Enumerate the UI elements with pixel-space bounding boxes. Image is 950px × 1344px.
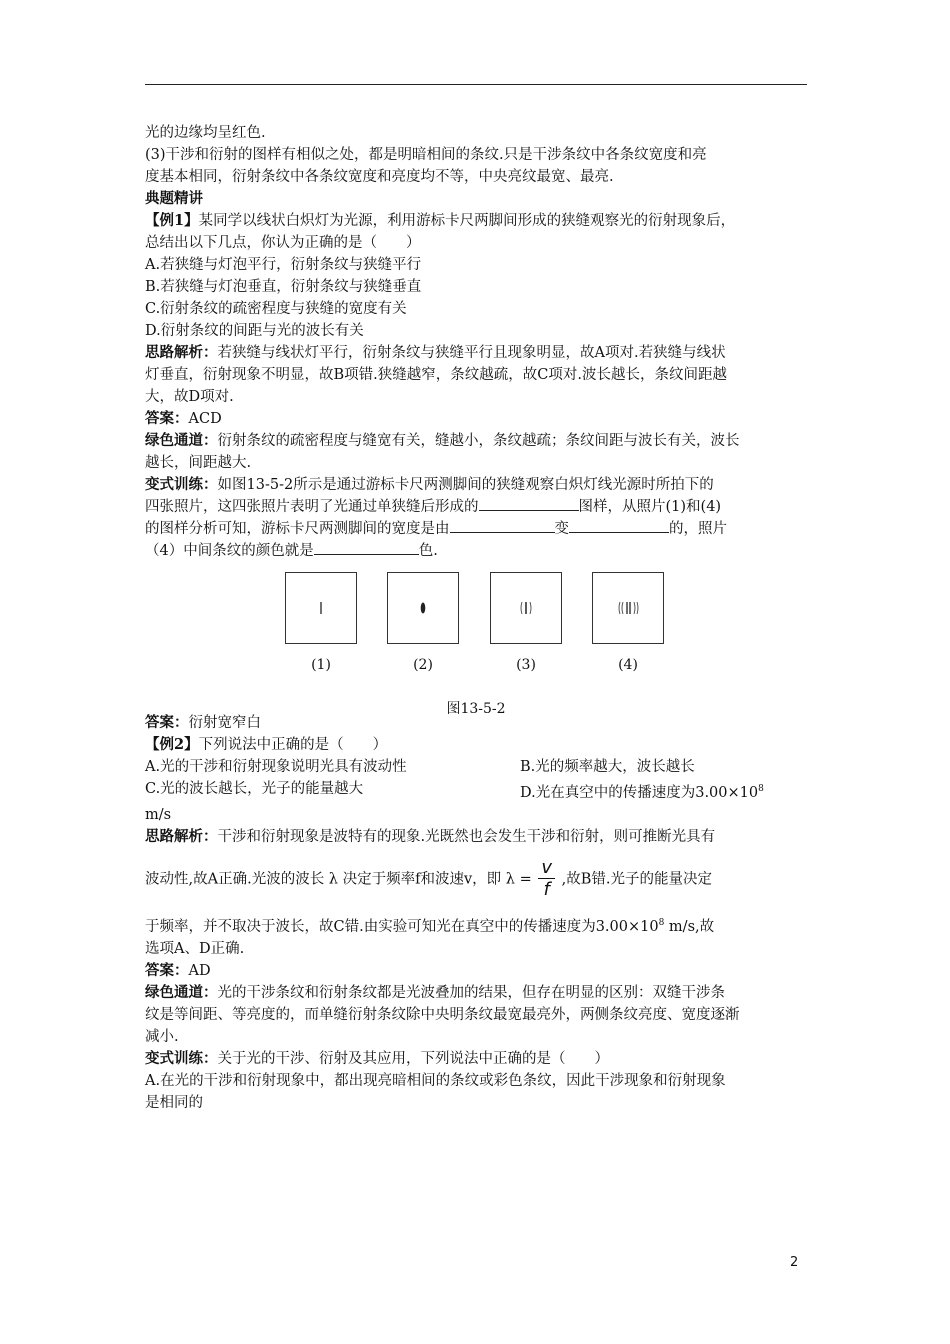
example-label: 【例2】 (145, 736, 199, 753)
text-line (145, 540, 807, 562)
fraction-denominator: f (543, 878, 550, 900)
variant-2 (145, 1048, 807, 1070)
option-b: B.若狭缝与灯泡垂直，衍射条纹与狭缝垂直 (145, 279, 422, 295)
fraction-numerator: v (538, 858, 555, 879)
variant-1 (145, 474, 807, 496)
green-channel-2 (145, 982, 807, 1004)
text-line: 纹是等间距、等亮度的，而单缝衍射条纹除中央明条纹最宽最亮外，两侧条纹亮度、宽度逐渐 (145, 1006, 740, 1023)
text-line: 越长，间距越大. (145, 455, 252, 471)
text-span: 某同学以线状白炽灯为光源，利用游标卡尺两脚间形成的狭缝观察光的衍射现象后， (198, 213, 736, 229)
option-c: C.衍射条纹的疏密程度与狭缝的宽度有关 (145, 301, 407, 317)
option-d (520, 778, 764, 804)
analysis-1 (145, 342, 807, 364)
slit-pattern-4 (593, 573, 663, 643)
exponent: 8 (758, 784, 764, 794)
analysis-label: 思路解析： (145, 827, 218, 845)
fill-blank[interactable] (450, 518, 555, 533)
fill-blank[interactable] (479, 496, 579, 511)
figure-caption: 图13-5-2 (446, 701, 506, 717)
text-line: 光的边缘均呈红色. (145, 125, 266, 141)
fraction-v-over-f (538, 858, 555, 901)
text-line: (3)干涉和衍射的图样有相似之处，都是明暗相间的条纹.只是干涉条纹中各条纹宽度和亮 (145, 147, 707, 163)
options-row-1 (145, 756, 807, 778)
header-rule (145, 84, 807, 85)
option-d: D.衍射条纹的间距与光的波长有关 (145, 323, 364, 339)
photo-box-1 (285, 572, 357, 644)
text-span: 衍射条纹的疏密程度与缝宽有关，缝越小，条纹越疏；条纹间距与波长有关，波长 (217, 433, 740, 449)
answer-value: AD (188, 962, 211, 979)
text-line (145, 496, 807, 518)
photo-label-2: (2) (413, 657, 433, 673)
text-line: 大，故D项对. (145, 389, 234, 405)
variant-label: 变式训练： (145, 476, 218, 493)
green-label: 绿色通道： (145, 432, 218, 449)
text-line: m/s (145, 806, 172, 823)
text-span: （4）中间条纹的颜色就是 (145, 543, 314, 559)
page-number: 2 (790, 1255, 799, 1270)
photo-label-1: (1) (311, 657, 331, 673)
text-span: D.光在真空中的传播速度为3.00×10 (520, 784, 759, 801)
options-row-2 (145, 778, 807, 804)
text-span: 如图13-5-2所示是通过游标卡尺两测脚间的狭缝观察白炽灯线光源时所拍下的 (217, 477, 714, 493)
text-span: m/s,故 (664, 918, 715, 935)
section-title: 典题精讲 (145, 190, 203, 207)
green-channel-1 (145, 430, 807, 452)
answer-value: 衍射宽窄白 (188, 715, 261, 731)
option-a: A.若狭缝与灯泡平行，衍射条纹与狭缝平行 (145, 257, 422, 273)
text-span: 波动性,故A正确.光波的波长 λ 决定于频率f和波速v，即 (145, 871, 502, 888)
analysis-label: 思路解析： (145, 344, 218, 361)
text-line (145, 518, 807, 540)
text-span: 图样，从照片(1)和(4) (578, 499, 722, 515)
variant-label: 变式训练： (145, 1049, 218, 1067)
option-b: B.光的频率越大，波长越长 (520, 759, 695, 775)
text-line: 灯垂直，衍射现象不明显，故B项错.狭缝越窄，条纹越疏，故C项对.波长越长，条纹间距越 (145, 367, 727, 383)
text-span: 下列说法中正确的是（ ） (198, 737, 388, 753)
text-line: A.在光的干涉和衍射现象中，都出现亮暗相间的条纹或彩色条纹，因此干涉现象和衍射现象 (145, 1072, 726, 1089)
text-span: 四张照片，这四张照片表明了光通过单狭缝后形成的 (145, 499, 479, 515)
option-c: C.光的波长越长，光子的能量越大 (145, 781, 364, 797)
answer-label: 答案： (145, 714, 189, 731)
slit-pattern-1 (286, 573, 356, 643)
example-label: 【例1】 (145, 212, 199, 229)
answer-2 (145, 960, 807, 982)
photo-label-3: (3) (516, 657, 536, 673)
page-content (145, 122, 807, 1114)
text-span: 若狭缝与线状灯平行，衍射条纹与狭缝平行且现象明显，故A项对.若狭缝与线状 (217, 345, 726, 361)
text-line: 选项A、D正确. (145, 940, 245, 957)
text-span: ,故B错.光子的能量决定 (561, 871, 712, 888)
slit-pattern-2 (388, 573, 458, 643)
answer-value: ACD (188, 411, 222, 427)
answer-label: 答案： (145, 961, 189, 979)
photo-label-4: (4) (618, 657, 638, 673)
photo-box-2 (387, 572, 459, 644)
fill-blank[interactable] (314, 540, 419, 555)
photo-box-3 (490, 572, 562, 644)
fill-blank[interactable] (569, 518, 669, 533)
text-span: 光的干涉条纹和衍射条纹都是光波叠加的结果，但存在明显的区别：双缝干涉条 (217, 984, 725, 1001)
option-a: A.光的干涉和衍射现象说明光具有波动性 (145, 759, 407, 775)
text-span: 色. (418, 543, 438, 559)
text-line: 减小. (145, 1028, 179, 1045)
example-2-question (145, 734, 807, 756)
text-span: 关于光的干涉、衍射及其应用，下列说法中正确的是（ ） (217, 1050, 609, 1067)
text-span: 的，照片 (669, 521, 727, 537)
figure-13-5-2 (145, 572, 807, 717)
text-span: 于频率，并不取决于波长，故C错.由实验可知光在真空中的传播速度为3.00×10 (145, 918, 659, 935)
example-1-question (145, 210, 807, 232)
text-line: 是相同的 (145, 1094, 203, 1111)
green-label: 绿色通道： (145, 983, 218, 1001)
text-line: 度基本相同，衍射条纹中各条纹宽度和亮度均不等，中央亮纹最宽、最亮. (145, 169, 614, 185)
analysis-2 (145, 826, 807, 848)
exponent: 8 (658, 917, 665, 928)
text-span: 的图样分析可知，游标卡尺两测脚间的宽度是由 (145, 521, 450, 537)
slit-pattern-3 (491, 573, 561, 643)
text-span: 干涉和衍射现象是波特有的现象.光既然也会发生干涉和衍射，则可推断光具有 (217, 828, 716, 845)
lambda-symbol: λ = (505, 871, 532, 888)
text-line (145, 912, 807, 938)
answer-label: 答案： (145, 410, 189, 427)
text-span: 变 (554, 521, 569, 537)
formula-line (145, 858, 807, 904)
photo-box-4 (592, 572, 664, 644)
text-line: 总结出以下几点，你认为正确的是（ ） (145, 235, 421, 251)
answer-1 (145, 408, 807, 430)
